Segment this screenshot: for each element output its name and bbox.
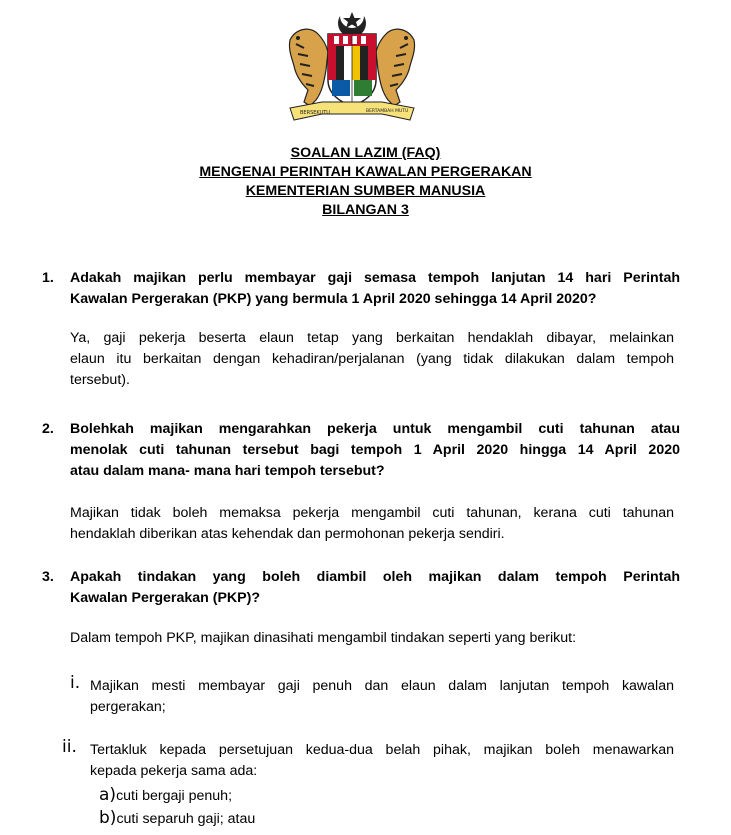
question-text bbox=[70, 567, 680, 609]
question-number: 1. bbox=[42, 270, 54, 286]
item-line: kepada pekerja sama ada: bbox=[90, 763, 258, 779]
answer-line: tersebut). bbox=[70, 372, 130, 388]
question-line: Apakah tindakan yang boleh diambil oleh majikan dalam tempoh Perintah bbox=[70, 569, 680, 585]
motto-left: BERSEKUTU bbox=[300, 110, 330, 116]
title-line: MENGENAI PERINTAH KAWALAN PERGERAKAN bbox=[199, 164, 532, 180]
question-line: menolak cuti tahunan tersebut bagi tempoh 1 April 2020 hingga 14 April 2020 bbox=[70, 442, 680, 458]
answer-line: Majikan tidak boleh memaksa pekerja mengambil cuti tahunan, kerana cuti tahunan bbox=[70, 505, 674, 521]
item-line: pergerakan; bbox=[90, 699, 166, 715]
sub-item-text: cuti bergaji penuh; bbox=[116, 788, 233, 804]
item-label: i. bbox=[70, 673, 81, 693]
question-line: Adakah majikan perlu membayar gaji semasa tempoh lanjutan 14 hari Perintah bbox=[70, 270, 680, 286]
item-line: Tertakluk kepada persetujuan kedua-dua belah pihak, majikan boleh menawarkan bbox=[90, 742, 674, 758]
item-line: Majikan mesti membayar gaji penuh dan elaun dalam lanjutan tempoh kawalan bbox=[90, 678, 674, 694]
question-text bbox=[70, 268, 680, 310]
answer-line: Ya, gaji pekerja beserta elaun tetap yang berkaitan hendaklah dibayar, melainkan bbox=[70, 330, 674, 346]
title-line: SOALAN LAZIM (FAQ) bbox=[290, 145, 441, 161]
item-label: ii. bbox=[62, 737, 77, 757]
answer-line: hendaklah diberikan atas kehendak dan permohonan pekerja sendiri. bbox=[70, 526, 505, 542]
title-line: KEMENTERIAN SUMBER MANUSIA bbox=[245, 183, 486, 199]
question-number: 3. bbox=[42, 569, 54, 585]
question-line: atau dalam mana- mana hari tempoh tersebut? bbox=[70, 463, 385, 479]
sub-item-text: cuti separuh gaji; atau bbox=[116, 811, 256, 827]
list-item bbox=[90, 676, 674, 718]
sub-item-label: a) bbox=[99, 785, 117, 805]
question-number: 2. bbox=[42, 421, 54, 437]
document-title bbox=[0, 144, 731, 220]
list-item bbox=[90, 740, 674, 782]
answer-line: elaun itu berkaitan dengan kehadiran/perjalanan (yang tidak dilakukan dalam tempoh bbox=[70, 351, 674, 367]
answer-2 bbox=[70, 503, 674, 545]
sub-item bbox=[99, 808, 255, 830]
title-line: BILANGAN 3 bbox=[322, 202, 409, 218]
answer-3 bbox=[70, 628, 674, 649]
motto-right: BERTAMBAH MUTU bbox=[366, 109, 409, 114]
answer-1 bbox=[70, 328, 674, 391]
question-line: Bolehkah majikan mengarahkan pekerja untuk mengambil cuti tahunan atau bbox=[70, 421, 680, 437]
sub-item-label: b) bbox=[99, 808, 117, 828]
answer-line: Dalam tempoh PKP, majikan dinasihati mengambil tindakan seperti yang berikut: bbox=[70, 630, 577, 646]
question-line: Kawalan Pergerakan (PKP) yang bermula 1 April 2020 sehingga 14 April 2020? bbox=[70, 291, 597, 307]
question-text bbox=[70, 419, 680, 482]
question-line: Kawalan Pergerakan (PKP)? bbox=[70, 590, 261, 606]
coat-of-arms-icon bbox=[282, 10, 422, 125]
sub-item bbox=[99, 785, 232, 807]
